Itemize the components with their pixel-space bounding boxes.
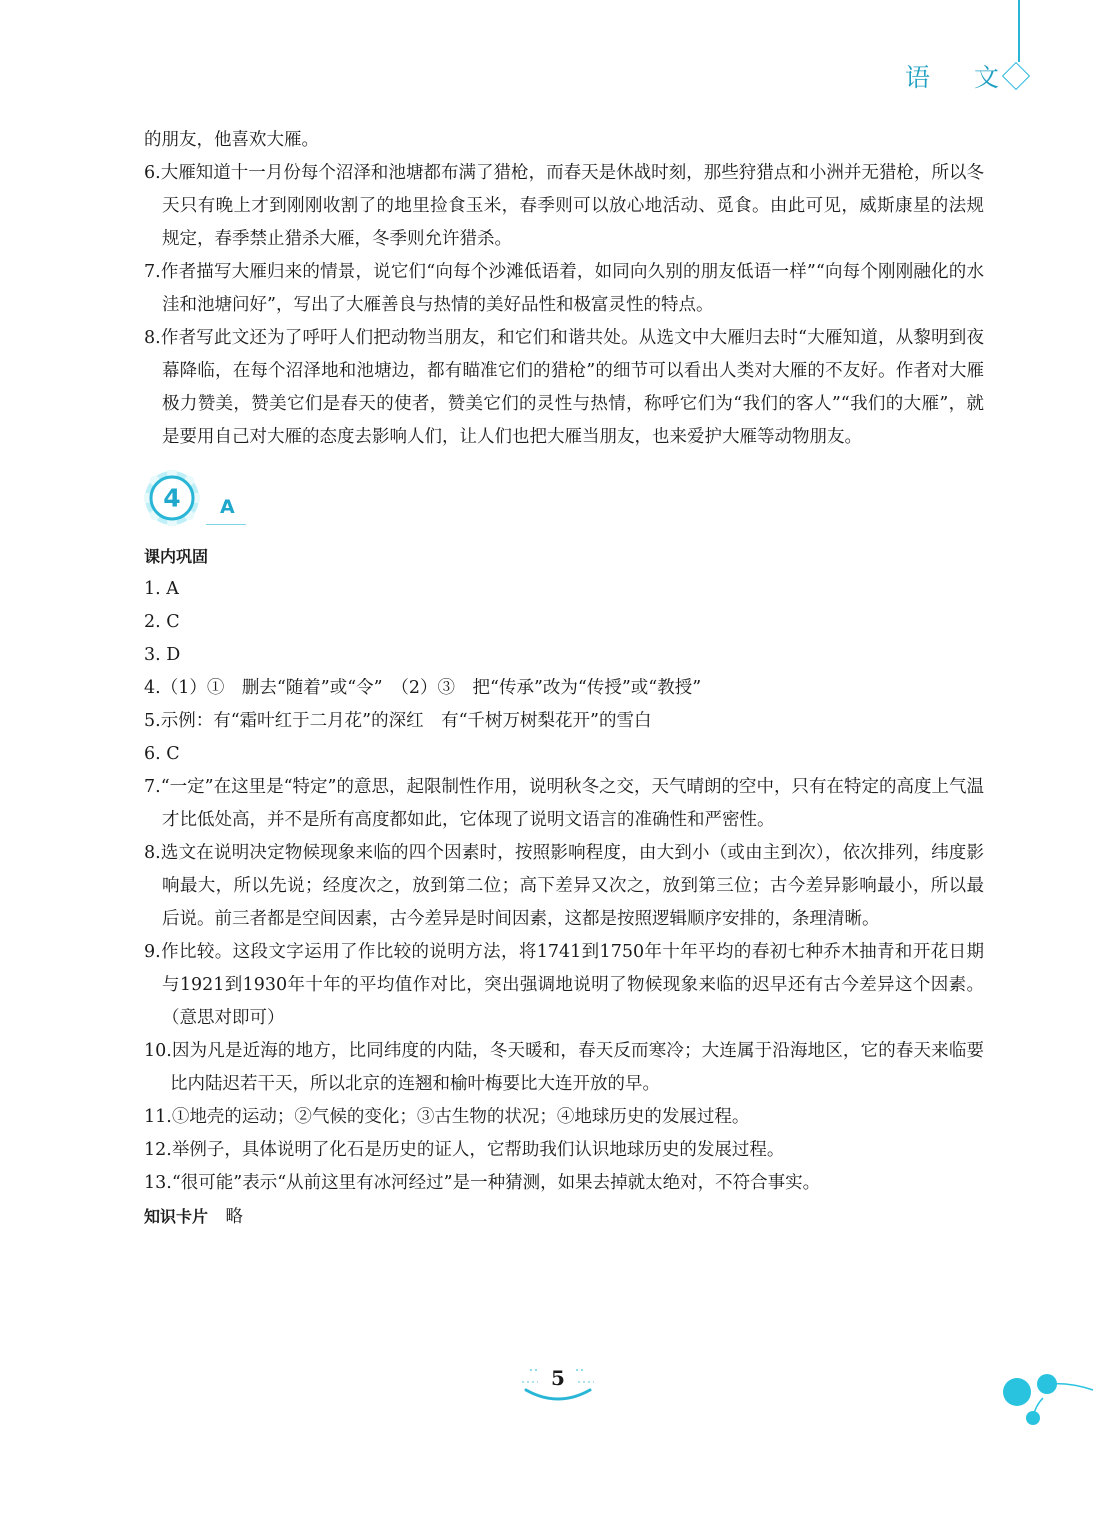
knowledge-card-value: 略 xyxy=(225,1207,244,1227)
section-letter: A xyxy=(220,496,235,518)
answer-item-6-prev: 6.大雁知道十一月份每个沼泽和池塘都布满了猎枪，而春天是休战时刻，那些狩猎点和小洲并无猎枪，所以冬天只有晚上才到刚刚收割了的地里捡食玉米，春季则可以放心地活动、觅食。由此可见，威斯康星的法规规定，春季禁止猎杀大雁，冬季则允许猎杀。 xyxy=(144,163,984,249)
answer-8: 8.选文在说明决定物候现象来临的四个因素时，按照影响程度，由大到小（或由主到次），依次排列，纬度影响最大，所以先说；经度次之，放到第二位；高下差异又次之，放到第三位；古今差异影响最小，所以最后说。前三者都是空间因素，古今差异是时间因素，这都是按照逻辑顺序安排的，条理清晰。 xyxy=(144,843,984,929)
answer-2: 2. C xyxy=(144,612,180,632)
answer-10: 10.因为凡是近海的地方，比同纬度的内陆，冬天暖和，春天反而寒冷；大连属于沿海地区，它的春天来临要比内陆迟若干天，所以北京的连翘和榆叶梅要比大连开放的早。 xyxy=(144,1041,984,1094)
subject-title: 语 文 xyxy=(905,63,1017,92)
section-number: 4 xyxy=(163,483,181,513)
knowledge-card-label: 知识卡片 xyxy=(144,1207,209,1226)
answer-3: 3. D xyxy=(144,645,181,665)
answer-9: 9.作比较。这段文字运用了作比较的说明方法，将1741到1750年十年平均的春初七种乔木抽青和开花日期与1921到1930年十年的平均值作对比，突出强调地说明了物候现象来临的迟早还有古今差异这个因素。（意思对即可） xyxy=(144,942,984,1028)
answer-12: 12.举例子，具体说明了化石是历史的证人，它帮助我们认识地球历史的发展过程。 xyxy=(144,1140,785,1160)
section-number-badge-icon xyxy=(144,470,200,526)
page-number-badge xyxy=(508,1358,608,1408)
section-badge xyxy=(144,456,984,540)
section-underline xyxy=(206,524,246,525)
page-number: 5 xyxy=(551,1366,565,1390)
header-vertical-line xyxy=(1018,0,1020,62)
answer-item-7-prev: 7.作者描写大雁归来的情景，说它们“向每个沙滩低语着，如同向久别的朋友低语一样”“向每个刚刚融化的水洼和池塘问好”，写出了大雁善良与热情的美好品性和极富灵性的特点。 xyxy=(144,262,984,315)
answer-item-8-prev: 8.作者写此文还为了呼吁人们把动物当朋友，和它们和谐共处。从选文中大雁归去时“大雁知道，从黎明到夜幕降临，在每个沼泽地和池塘边，都有瞄准它们的猎枪”的细节可以看出人类对大雁的不友好。作者对大雁极力赞美，赞美它们是春天的使者，赞美它们的灵性与热情，称呼它们为“我们的客人”“我们的大雁”，就是要用自己对大雁的态度去影响人们，让人们也把大雁当朋友，也来爱护大雁等动物朋友。 xyxy=(144,328,984,447)
paragraph-continued: 的朋友，他喜欢大雁。 xyxy=(144,130,319,150)
answer-5: 5.示例：有“霜叶红于二月花”的深红 有“千树万树梨花开”的雪白 xyxy=(144,711,652,731)
page-content xyxy=(144,124,984,1234)
answer-6: 6. C xyxy=(144,744,180,764)
knowledge-card xyxy=(144,1200,984,1234)
answer-1: 1. A xyxy=(144,579,179,599)
answer-11: 11.①地壳的运动；②气候的变化；③古生物的状况；④地球历史的发展过程。 xyxy=(144,1107,750,1127)
decorative-dots-icon xyxy=(995,1368,1095,1428)
answer-7: 7.“一定”在这里是“特定”的意思，起限制性作用，说明秋冬之交，天气晴朗的空中，只有在特定的高度上气温才比低处高，并不是所有高度都如此，它体现了说明文语言的准确性和严密性。 xyxy=(144,777,984,830)
answer-4: 4.（1）① 删去“随着”或“令” （2）③ 把“传承”改为“传授”或“教授” xyxy=(144,678,702,698)
answer-13: 13.“很可能”表示“从前这里有冰河经过”是一种猜测，如果去掉就太绝对，不符合事实。 xyxy=(144,1173,821,1193)
section-heading: 课内巩固 xyxy=(144,547,209,566)
